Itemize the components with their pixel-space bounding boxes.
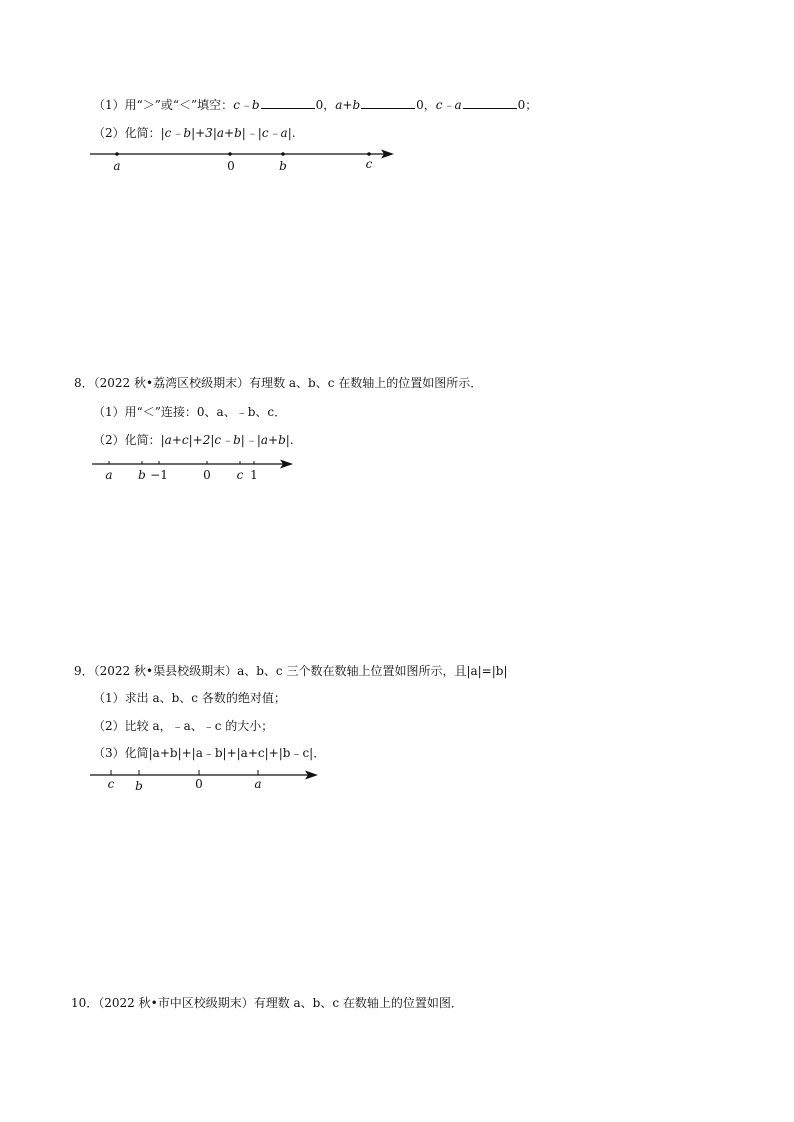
label-a: a [113, 159, 121, 173]
q7-part2-prefix: （2）化简： [93, 126, 161, 140]
label-c: c [236, 468, 244, 482]
q7-number-line [88, 146, 400, 176]
label-c: c [365, 157, 373, 171]
q7-expr-2: a+b [335, 98, 361, 112]
q9-part1: （1）求出 a、b、c 各数的绝对值； [93, 691, 286, 705]
answer-blank-1[interactable] [261, 98, 315, 109]
q7-part1 [93, 97, 537, 113]
q8-part2-end: . [289, 433, 294, 447]
label-minus-1: −1 [150, 468, 168, 482]
q7-text-3: 0； [517, 98, 538, 112]
q7-expr-1: c﹣b [233, 98, 260, 112]
point-c [367, 152, 371, 156]
answer-blank-3[interactable] [463, 98, 517, 109]
label-a: a [105, 468, 113, 482]
point-a [115, 152, 119, 156]
q7-text-2: 0， [416, 98, 436, 112]
q7-part1-prefix: （1）用“＞”或“＜”填空： [93, 98, 234, 112]
q9-number-line [86, 767, 322, 797]
label-b: b [279, 159, 287, 173]
label-0: 0 [203, 468, 211, 482]
label-1: 1 [250, 468, 258, 482]
label-0: 0 [195, 777, 203, 791]
answer-blank-2[interactable] [361, 98, 415, 109]
label-b: b [138, 468, 146, 482]
q7-part2-end: . [291, 126, 296, 140]
q7-expr-3: c﹣a [435, 98, 462, 112]
q8-part1: （1）用“＜”连接：0、a、﹣b、c． [93, 405, 287, 419]
q9-heading: 9．（2022 秋•渠县校级期末）a、b、c 三个数在数轴上位置如图所示，且|a|=|b| [74, 664, 508, 678]
label-a: a [254, 777, 262, 791]
q8-part2 [93, 432, 294, 448]
q9-part3: （3）化简|a+b|+|a﹣b|+|a+c|+|b﹣c|． [93, 746, 326, 760]
point-b [281, 152, 285, 156]
label-c: c [107, 777, 115, 791]
label-0: 0 [227, 159, 235, 173]
q7-part2 [93, 125, 296, 141]
q7-text-1: 0， [315, 98, 336, 112]
label-b: b [135, 779, 143, 793]
q8-part2-prefix: （2）化简： [93, 433, 161, 447]
point-0 [228, 152, 232, 156]
q8-part2-expr: |a+c|+2|c﹣b|﹣|a+b| [160, 433, 290, 447]
q10-heading: 10．（2022 秋•市中区校级期末）有理数 a、b、c 在数轴上的位置如图． [71, 996, 463, 1010]
q7-part2-expr: |c﹣b|+3|a+b|﹣|c﹣a| [160, 126, 292, 140]
q8-number-line [88, 456, 300, 486]
q8-heading: 8．（2022 秋•荔湾区校级期末）有理数 a、b、c 在数轴上的位置如图所示． [74, 376, 483, 390]
q9-part2: （2）比较 a，﹣a、﹣c 的大小； [93, 719, 274, 733]
